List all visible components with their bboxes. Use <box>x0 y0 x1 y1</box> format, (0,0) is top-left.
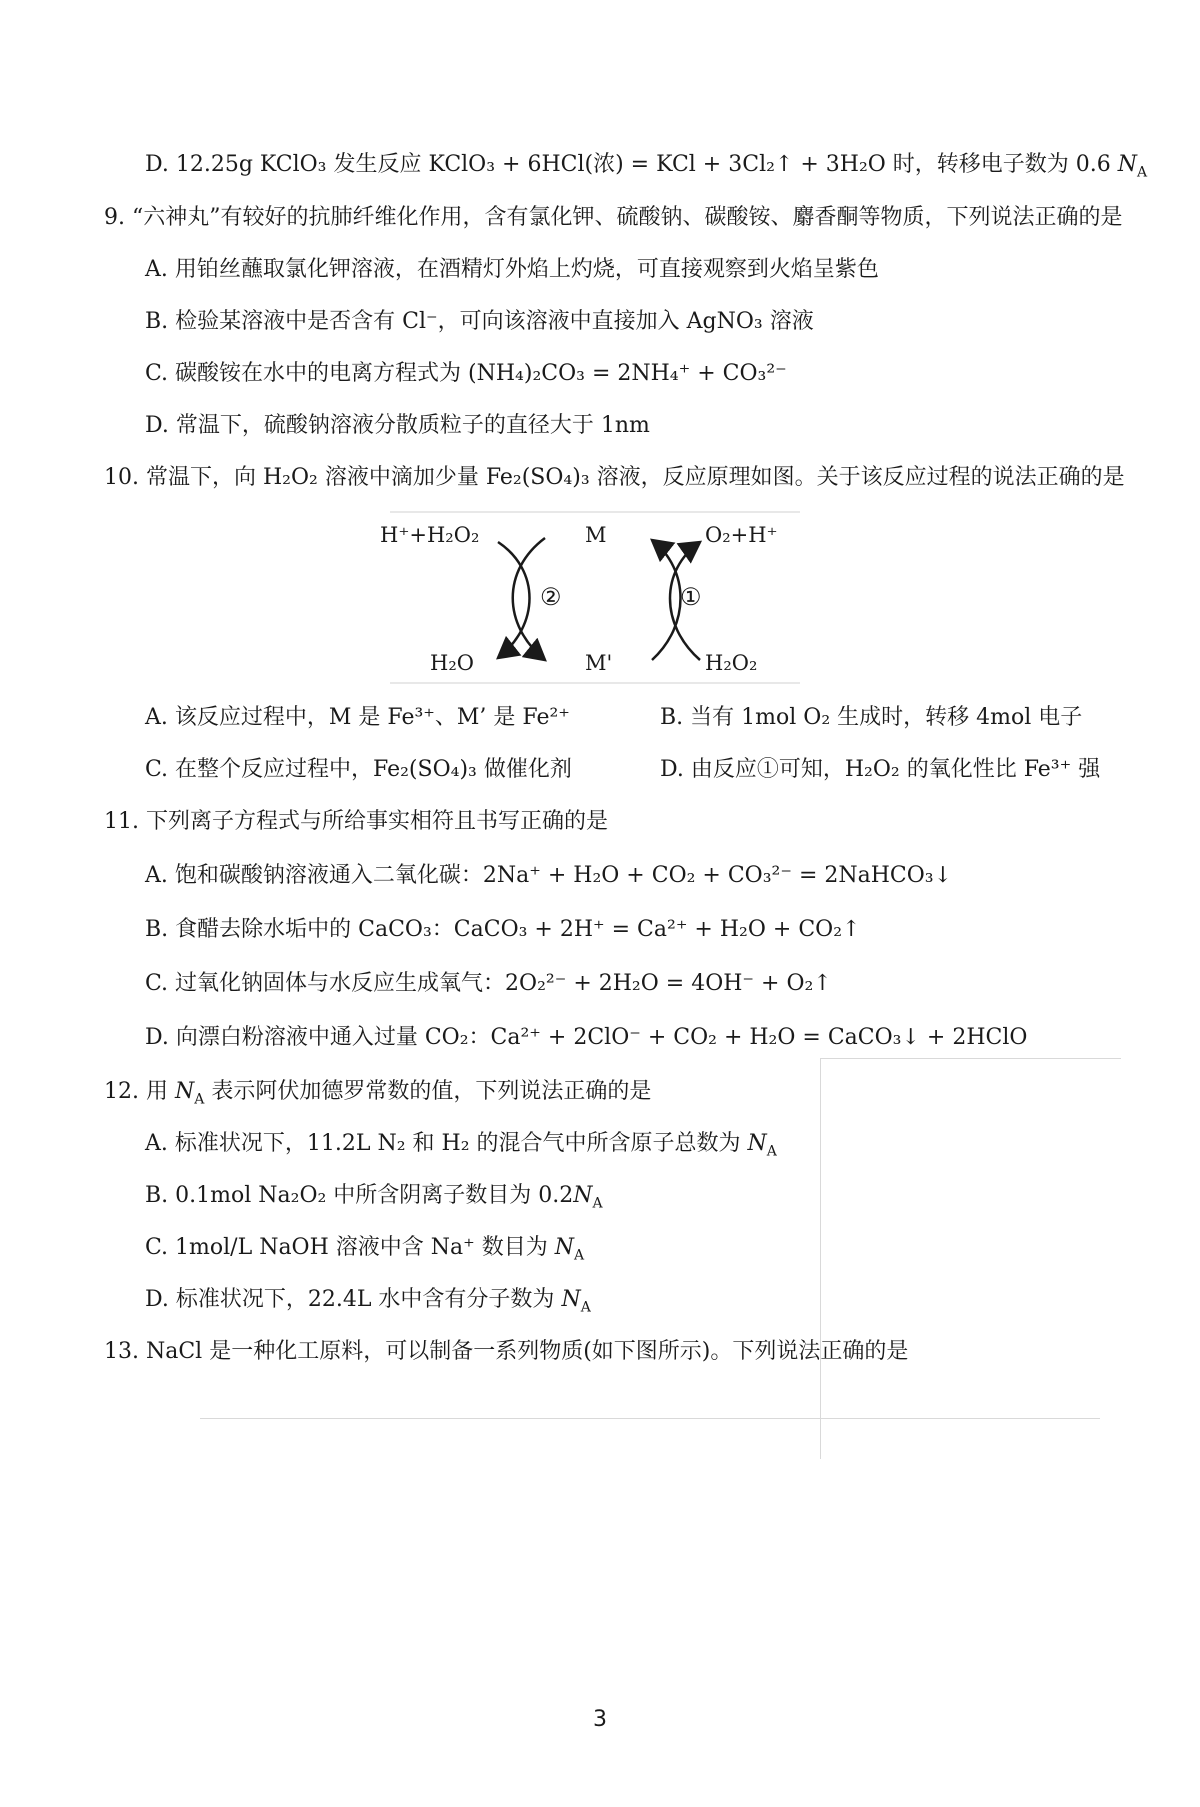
q9-option-a: A. 用铂丝蘸取氯化钾溶液，在酒精灯外焰上灼烧，可直接观察到火焰呈紫色 <box>145 257 879 282</box>
na-symbol: N <box>747 1131 767 1156</box>
diagram-circle-2: ② <box>540 583 562 611</box>
q12-stem-pre: 12. 用 <box>104 1079 168 1104</box>
q12-option-d-text: D. 标准状况下，22.4L 水中含有分子数为 <box>145 1287 555 1312</box>
q9-option-c: C. 碳酸铵在水中的电离方程式为 (NH₄)₂CO₃ = 2NH₄⁺ + CO₃²⁻ <box>145 361 787 386</box>
q12-stem-post: 表示阿伏加德罗常数的值，下列说法正确的是 <box>211 1079 652 1104</box>
na-subscript: A <box>592 1195 603 1212</box>
q12-option-a <box>145 1129 777 1159</box>
q11-option-b: B. 食醋去除水垢中的 CaCO₃：CaCO₃ + 2H⁺ = Ca²⁺ + H₂O + CO₂↑ <box>145 917 861 942</box>
diagram-bottom-left: H₂O <box>430 651 474 675</box>
q12-option-a-text: A. 标准状况下，11.2L N₂ 和 H₂ 的混合气中所含原子总数为 <box>145 1131 741 1156</box>
na-symbol: N <box>573 1183 593 1208</box>
q9-option-d: D. 常温下，硫酸钠溶液分散质粒子的直径大于 1nm <box>145 413 650 438</box>
q11-option-c: C. 过氧化钠固体与水反应生成氧气：2O₂²⁻ + 2H₂O = 4OH⁻ + O₂↑ <box>145 971 832 996</box>
faint-box-right <box>820 1058 1121 1459</box>
q8-option-d-text: 12.25g KClO₃ 发生反应 KClO₃ + 6HCl(浓) = KCl + 3Cl₂↑ + 3H₂O 时，转移电子数为 0.6 <box>175 152 1111 177</box>
faint-line-mid <box>200 1418 1100 1419</box>
q8-option-d <box>145 150 1147 180</box>
na-symbol: N <box>174 1079 195 1104</box>
q12-stem <box>104 1077 651 1107</box>
na-symbol: N <box>561 1287 581 1312</box>
q11-option-a: A. 饱和碳酸钠溶液通入二氧化碳：2Na⁺ + H₂O + CO₂ + CO₃²⁻ = 2NaHCO₃↓ <box>145 863 953 888</box>
na-symbol: N <box>1117 152 1138 177</box>
na-subscript: A <box>1137 164 1148 181</box>
q12-option-d <box>145 1285 591 1315</box>
curve-right-inner <box>652 540 681 660</box>
q10-stem: 10. 常温下，向 H₂O₂ 溶液中滴加少量 Fe₂(SO₄)₃ 溶液，反应原理如图。关于该反应过程的说法正确的是 <box>104 465 1125 490</box>
q12-option-c-text: C. 1mol/L NaOH 溶液中含 Na⁺ 数目为 <box>145 1235 548 1260</box>
reaction-cycle-diagram <box>380 510 800 685</box>
q10-option-d: D. 由反应①可知，H₂O₂ 的氧化性比 Fe³⁺ 强 <box>660 757 1101 782</box>
q10-option-c: C. 在整个反应过程中，Fe₂(SO₄)₃ 做催化剂 <box>145 757 572 782</box>
q12-option-c <box>145 1233 584 1263</box>
diagram-bottom-mid: M' <box>585 651 613 675</box>
q12-option-b <box>145 1181 603 1211</box>
diagram-circle-1: ① <box>680 583 702 611</box>
diagram-top-left: H⁺+H₂O₂ <box>380 523 480 547</box>
na-subscript: A <box>574 1247 585 1264</box>
q11-option-d: D. 向漂白粉溶液中通入过量 CO₂：Ca²⁺ + 2ClO⁻ + CO₂ + H₂O = CaCO₃↓ + 2HClO <box>145 1025 1028 1050</box>
q9-stem: 9. “六神丸”有较好的抗肺纤维化作用，含有氯化钾、硫酸钠、碳酸铵、麝香酮等物质，下列说法正确的是 <box>104 205 1123 230</box>
diagram-top-mid: M <box>585 523 607 547</box>
q11-stem: 11. 下列离子方程式与所给事实相符且书写正确的是 <box>104 809 608 834</box>
q13-stem: 13. NaCl 是一种化工原料，可以制备一系列物质(如下图所示)。下列说法正确的是 <box>104 1339 909 1364</box>
na-subscript: A <box>194 1091 205 1108</box>
q9-option-b: B. 检验某溶液中是否含有 Cl⁻，可向该溶液中直接加入 AgNO₃ 溶液 <box>145 309 814 334</box>
q12-option-b-text: B. 0.1mol Na₂O₂ 中所含阴离子数目为 0.2 <box>145 1183 574 1208</box>
q10-option-a: A. 该反应过程中，M 是 Fe³⁺、M’ 是 Fe²⁺ <box>145 705 570 730</box>
page-number: 3 <box>593 1707 607 1732</box>
na-symbol: N <box>554 1235 574 1260</box>
q8-option-d-label: D. <box>145 152 169 177</box>
q10-option-b: B. 当有 1mol O₂ 生成时，转移 4mol 电子 <box>660 705 1083 730</box>
diagram-top-right: O₂+H⁺ <box>705 523 778 547</box>
na-subscript: A <box>766 1143 777 1160</box>
diagram-bottom-right: H₂O₂ <box>705 651 758 675</box>
na-subscript: A <box>580 1299 591 1316</box>
